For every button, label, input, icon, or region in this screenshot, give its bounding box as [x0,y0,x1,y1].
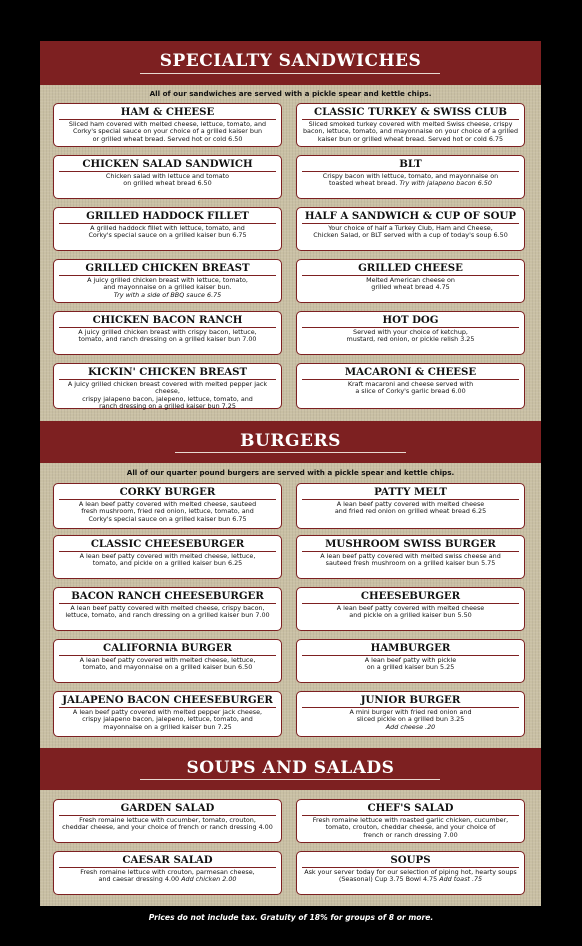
item-description: Your choice of half a Turkey Club, Ham and Cheese, Chicken Salad, or BLT served with a cup of today's soup 6.50 [313,224,508,240]
item-description: A lean beef patty covered with melted cheese, lettuce, tomato, and mayonnaise on a grilled kaiser bun 6.50 [79,656,256,672]
menu-item[interactable] [53,311,282,355]
menu-item[interactable] [53,587,282,631]
item-description: Ask your server today for our selection of piping hot, hearty soups (Seasonal) Cup 3.75 Bowl 4.75 Add toast .75 [304,868,517,884]
item-description: Chicken salad with lettuce and tomato on grilled wheat bread 6.50 [105,172,230,188]
menu-item[interactable] [53,851,282,895]
item-description: A lean beef patty covered with melted cheese and pickle on a grilled kaiser bun 5.50 [336,604,485,620]
section-title: SPECIALTY SANDWICHES [159,51,422,71]
menu-item[interactable] [296,799,525,843]
menu-item[interactable] [296,311,525,355]
menu-item[interactable] [53,535,282,579]
item-description: A juicy grilled chicken breast covered with melted pepper jack cheese, crispy jalapeno bacon, jalepeno, lettuce, tomato, and ranch dressing on a grilled kaiser bun 7.25 [67,380,268,411]
item-name: CHICKEN SALAD SANDWICH [82,158,253,170]
menu-item[interactable] [296,691,525,737]
item-description: A lean beef patty covered with melted cheese, sauteed fresh mushroom, fried red onion, lettuce, tomato, and Corky's special sauce on a grilled kaiser bun 6.75 [78,500,257,523]
menu-item[interactable] [53,363,282,409]
item-name: GRILLED CHEESE [358,262,463,274]
item-description: Fresh romaine lettuce with cucumber, tomato, crouton, cheddar cheese, and your choice of french or ranch dressing 4.00 [62,816,273,832]
menu-item[interactable] [53,799,282,843]
item-name: CLASSIC CHEESEBURGER [90,538,245,550]
menu-item[interactable] [296,259,525,303]
item-description: Melted American cheese on grilled wheat bread 4.75 [366,276,455,292]
item-name: CORKY BURGER [119,486,216,498]
menu-item[interactable] [296,207,525,251]
item-description: A lean beef patty covered with melted cheese, lettuce, tomato, and pickle on a grilled kaiser bun 6.25 [79,552,256,568]
footer-note: Prices do not include tax. Gratuity of 18% for groups of 8 or more. [148,913,434,922]
item-description: Kraft macaroni and cheese served with a slice of Corky's garlic bread 6.00 [347,380,474,396]
menu-item[interactable] [296,851,525,895]
section-banner-burgers [40,421,541,463]
section-title: SOUPS AND SALADS [186,758,395,778]
item-name: BLT [399,158,422,170]
menu-item[interactable] [53,259,282,303]
item-name: HALF A SANDWICH & CUP OF SOUP [304,210,517,222]
item-name: CAESAR SALAD [122,854,213,866]
title-rule [140,73,440,74]
title-rule [175,452,406,453]
item-name: HAM & CHEESE [120,106,215,118]
item-name: GRILLED HADDOCK FILLET [86,210,249,222]
item-description: A lean beef patty with pickle on a grilled kaiser bun 5.25 [364,656,457,672]
menu-item[interactable] [296,103,525,147]
item-description: Sliced ham covered with melted cheese, lettuce, tomato, and Corky's special sauce on your choice of a grilled kaiser bun or grilled wheat bread. Served hot or cold 6.50 [68,120,267,143]
item-name: CHEF'S SALAD [367,802,454,814]
menu-item[interactable] [296,363,525,409]
item-name: BACON RANCH CHEESEBURGER [71,590,264,602]
title-rule [140,779,440,780]
item-description: Fresh romaine lettuce with crouton, parmesan cheese, and caesar dressing 4.00 Add chicken 2.00 [80,868,255,884]
menu-item[interactable] [53,155,282,199]
menu-board [40,41,541,906]
menu-item[interactable] [296,535,525,579]
menu-item[interactable] [296,155,525,199]
menu-item[interactable] [296,587,525,631]
section-note: All of our quarter pound burgers are served with a pickle spear and kettle chips. [126,468,455,477]
item-name: JUNIOR BURGER [360,694,461,706]
menu-item[interactable] [53,207,282,251]
item-name: MUSHROOM SWISS BURGER [325,538,496,550]
item-name: CLASSIC TURKEY & SWISS CLUB [313,106,507,118]
item-name: HOT DOG [382,314,439,326]
item-description: Crispy bacon with lettuce, tomato, and mayonnaise on toasted wheat bread. Try with jalapeno bacon 6.50 [322,172,499,188]
item-name: GARDEN SALAD [120,802,215,814]
item-name: CHEESEBURGER [360,590,461,602]
section-note: All of our sandwiches are served with a pickle spear and kettle chips. [149,89,432,98]
item-name: PATTY MELT [374,486,447,498]
item-name: HAMBURGER [370,642,451,654]
menu-item[interactable] [296,483,525,529]
item-name: MACARONI & CHEESE [344,366,477,378]
item-description: A juicy grilled chicken breast with crispy bacon, lettuce, tomato, and ranch dressing on a grilled kaiser bun 7.00 [78,328,257,344]
item-description: Served with your choice of ketchup, mustard, red onion, or pickle relish 3.25 [346,328,475,344]
item-name: CHICKEN BACON RANCH [92,314,243,326]
item-description: A mini burger with fried red onion and sliced pickle on a grilled bun 3.25 Add cheese .20 [349,708,472,731]
section-banner-soups-salads [40,748,541,790]
menu-item[interactable] [53,639,282,683]
item-name: JALAPENO BACON CHEESEBURGER [62,694,273,706]
item-description: Sliced smoked turkey covered with melted Swiss cheese, crispy bacon, lettuce, tomato, and mayonnaise on your choice of a grilled kaiser bun or grilled wheat bread. Served hot or cold 6.75 [302,120,519,143]
section-title: BURGERS [240,431,341,451]
section-banner-sandwiches [40,41,541,85]
item-description: A lean beef patty covered with melted pepper jack cheese, crispy jalapeno bacon, jalepeno, lettuce, tomato, and mayonnaise on a grilled kaiser bun 7.25 [72,708,263,731]
menu-item[interactable] [53,103,282,147]
item-name: SOUPS [390,854,431,866]
item-name: GRILLED CHICKEN BREAST [85,262,250,274]
item-description: A lean beef patty covered with melted cheese and fried red onion on grilled wheat bread 6.25 [334,500,487,516]
item-name: KICKIN' CHICKEN BREAST [87,366,248,378]
item-description: A juicy grilled chicken breast with lettuce, tomato, and mayonnaise on a grilled kaiser bun. Try with a side of BBQ sauce 6.75 [87,276,248,299]
item-description: A lean beef patty covered with melted swiss cheese and sauteed fresh mushroom on a grilled kaiser bun 5.75 [320,552,501,568]
item-description: Fresh romaine lettuce with roasted garlic chicken, cucumber, tomato, crouton, cheddar cheese, and your choice of french or ranch dressing 7.00 [312,816,509,839]
menu-item[interactable] [296,639,525,683]
item-description: A lean beef patty covered with melted cheese, crispy bacon, lettuce, tomato, and ranch dressing on a grilled kaiser bun 7.00 [65,604,270,620]
menu-item[interactable] [53,483,282,529]
menu-item[interactable] [53,691,282,737]
item-description: A grilled haddock fillet with lettuce, tomato, and Corky's special sauce on a grilled kaiser bun 6.75 [88,224,247,240]
item-name: CALIFORNIA BURGER [103,642,232,654]
